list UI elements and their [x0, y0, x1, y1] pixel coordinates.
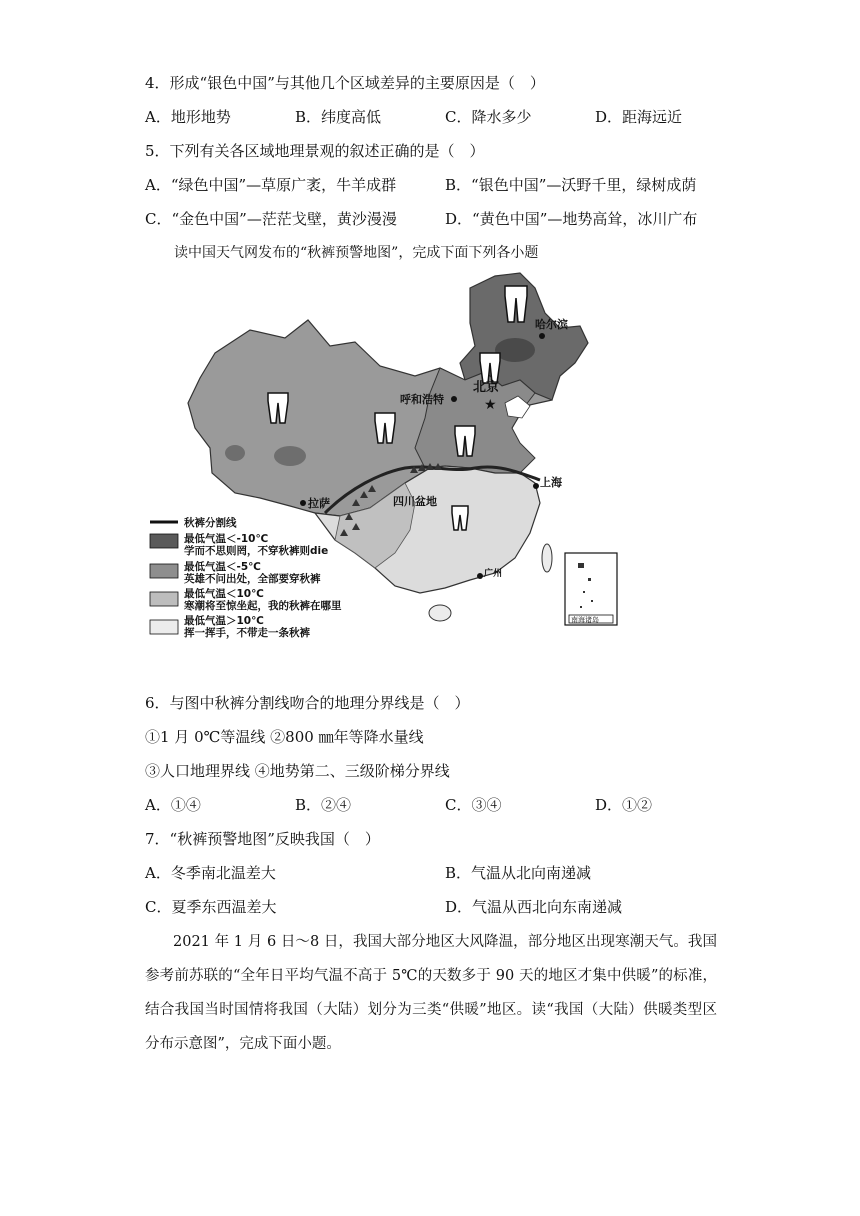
q7-option-d: D．气温从西北向东南递减: [445, 898, 623, 916]
label-sichuan-basin: 四川盆地: [393, 495, 437, 508]
q4-stem: 4．形成“银色中国”与其他几个区域差异的主要原因是（ ）: [145, 74, 545, 92]
q6-option-d: D．①②: [595, 796, 653, 814]
city-harbin: 哈尔滨: [535, 318, 568, 331]
q7-option-b: B．气温从北向南递减: [445, 864, 592, 882]
q4-option-b: B．纬度高低: [295, 108, 382, 126]
q6-items-line1: ①1 月 0℃等温线 ②800 ㎜年等降水量线: [145, 728, 424, 746]
q5-stem: 5．下列有关各区域地理景观的叙述正确的是（ ）: [145, 142, 485, 160]
star-icon: ★: [484, 397, 497, 413]
legend-swatch-1: [150, 534, 178, 548]
q6-option-c: C．③④: [445, 796, 502, 814]
q4-option-a: A．地形地势: [145, 108, 231, 126]
legend-2-line2: 英雄不问出处，全部要穿秋裤: [184, 573, 321, 585]
q6-option-b: B．②④: [295, 796, 352, 814]
heating-passage-text: 2021 年 1 月 6 日～8 日，我国大部分地区大风降温，部分地区出现寒潮天气。我国参考前苏联的“全年日平均气温不高于 5℃的天数多于 90 天的地区才集中供暖”的标准，结合我国当时国情将我国（大陆）划分为三类“供暖”地区。读“我国（大陆）供暖类型区分布示意图”，完成下面小题。: [145, 934, 717, 1052]
q5-option-d: D．“黄色中国”—地势高耸，冰川广布: [445, 210, 698, 228]
q6-option-a: A．①④: [145, 796, 201, 814]
map-taiwan: [542, 544, 552, 572]
q4-option-c: C．降水多少: [445, 108, 532, 126]
q5-option-c: C．“金色中国”—茫茫戈壁，黄沙漫漫: [145, 210, 397, 228]
q4-option-d: D．距海远近: [595, 108, 683, 126]
south-china-sea-inset: [565, 553, 617, 625]
legend-4-line2: 挥一挥手，不带走一条秋裤: [184, 627, 310, 639]
legend-swatch-3: [150, 592, 178, 606]
city-hohhot: 呼和浩特: [400, 393, 444, 406]
heating-passage: [145, 925, 717, 1061]
legend-2-line1: 最低气温＜-5℃: [184, 561, 261, 573]
q5-option-a: A．“绿色中国”—草原广袤，牛羊成群: [145, 176, 397, 194]
legend-divide-label: 秋裤分割线: [184, 517, 237, 529]
legend-1-line1: 最低气温＜-10℃: [184, 533, 269, 545]
q5-option-b: B．“银色中国”—沃野千里，绿树成荫: [445, 176, 697, 194]
city-beijing: 北京: [473, 380, 500, 395]
inset-label: 南海诸岛: [571, 616, 599, 624]
q7-option-a: A．冬季南北温差大: [145, 864, 276, 882]
legend-swatch-2: [150, 564, 178, 578]
city-shanghai: 上海: [540, 476, 562, 489]
legend-1-line2: 学而不思则罔，不穿秋裤则die: [184, 545, 329, 557]
map-legend: [150, 516, 342, 639]
q7-stem: 7．“秋裤预警地图”反映我国（ ）: [145, 830, 380, 848]
map-intro: 读中国天气网发布的“秋裤预警地图”，完成下面下列各小题: [174, 245, 539, 261]
legend-3-line2: 寒潮将至惊坐起，我的秋裤在哪里: [184, 600, 342, 612]
legend-swatch-4: [150, 620, 178, 634]
legend-3-line1: 最低气温＜10℃: [184, 588, 264, 600]
legend-4-line1: 最低气温＞10℃: [184, 615, 264, 627]
autumn-pants-warning-map: [140, 268, 625, 648]
city-guangzhou: 广州: [484, 569, 503, 579]
map-hainan: [429, 605, 451, 621]
q6-stem: 6．与图中秋裤分割线吻合的地理分界线是（ ）: [145, 694, 470, 712]
q6-items-line2: ③人口地理界线 ④地势第二、三级阶梯分界线: [145, 762, 450, 780]
city-lhasa: 拉萨: [308, 497, 330, 510]
q7-option-c: C．夏季东西温差大: [145, 898, 277, 916]
